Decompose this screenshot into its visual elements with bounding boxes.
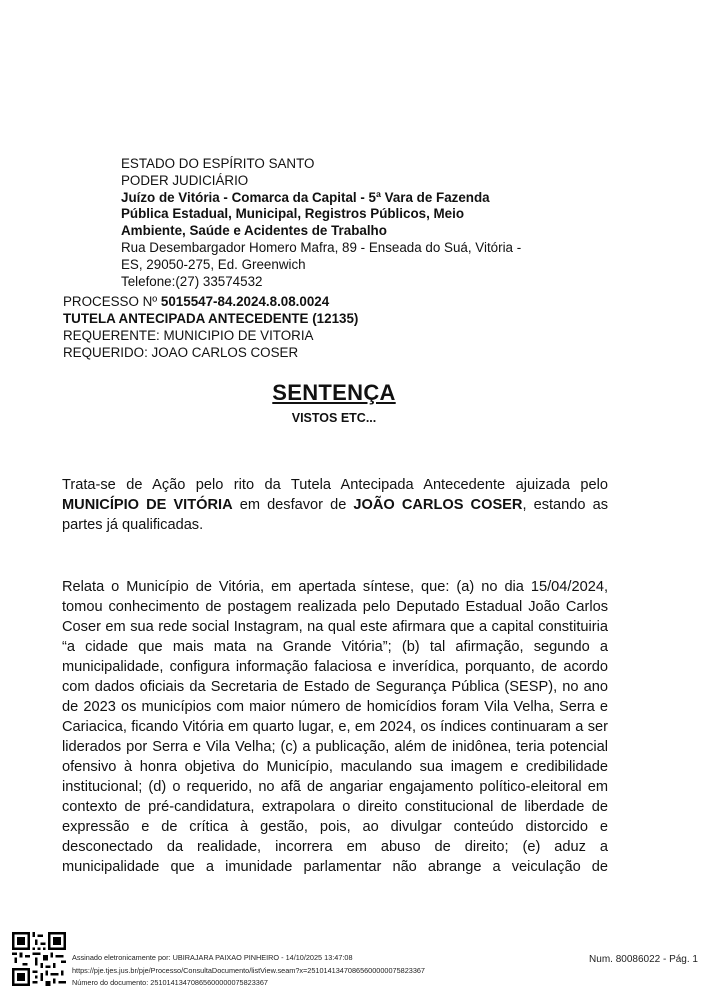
document-number: Número do documento: 25101413470865600000075823367 bbox=[72, 978, 268, 988]
text-line: tomou conhecimento de postagem realizada pelo Deputado Estadual João Carlos bbox=[62, 599, 608, 615]
process-class: TUTELA ANTECIPADA ANTECEDENTE (12135) bbox=[63, 311, 359, 326]
state-name: ESTADO DO ESPÍRITO SANTO bbox=[121, 156, 315, 171]
text-line: Trata-se de Ação pelo rito da Tutela Antecipada Antecedente ajuizada pelo bbox=[62, 477, 608, 493]
text-line bbox=[62, 495, 608, 515]
text-line: liderados por Serra e Vila Velha; (c) a publicação, além de inidônea, teria potencial bbox=[62, 739, 608, 755]
process-label: PROCESSO Nº bbox=[63, 294, 161, 309]
text-line: Cariacica, ficando Vitória em quarto lugar, e, em 2024, os índices continuaram a ser bbox=[62, 719, 608, 735]
court-name-line: Pública Estadual, Municipal, Registros Públicos, Meio bbox=[121, 206, 465, 222]
document-title: SENTENÇA bbox=[272, 380, 396, 405]
text-line: partes já qualificadas. bbox=[62, 517, 204, 533]
court-address-line: ES, 29050-275, Ed. Greenwich bbox=[121, 256, 306, 272]
text-line: Relata o Município de Vitória, em apertada síntese, que: (a) no dia 15/04/2024, bbox=[62, 579, 608, 595]
text-line: expressão e de crítica à gestão, pois, ao divulgar conteúdo distorcido e bbox=[62, 819, 608, 835]
text-line: municipalidade, configura informação falaciosa e inverídica, porquanto, de acordo bbox=[62, 659, 608, 675]
text-line: contexto de pré-candidatura, extrapolara o direito constitucional de liberdade de bbox=[62, 799, 608, 815]
page-number: Num. 80086022 - Pág. 1 bbox=[589, 954, 698, 965]
judiciary-name: PODER JUDICIÁRIO bbox=[121, 172, 249, 188]
court-phone: Telefone:(27) 33574532 bbox=[121, 273, 263, 289]
text-line: ofensivo à honra objetiva do Município, maculando sua imagem e credibilidade bbox=[62, 759, 608, 775]
court-name-line: Ambiente, Saúde e Acidentes de Trabalho bbox=[121, 223, 387, 239]
qr-code-icon bbox=[12, 932, 66, 986]
court-name-line: Juízo de Vitória - Comarca da Capital - 5ª Vara de Fazenda bbox=[121, 189, 490, 205]
plaintiff: REQUERENTE: MUNICIPIO DE VITORIA bbox=[63, 328, 314, 343]
party-plaintiff: MUNICÍPIO DE VITÓRIA bbox=[62, 497, 233, 513]
text-fragment: , estando as bbox=[522, 497, 609, 513]
document-subtitle: VISTOS ETC... bbox=[291, 411, 377, 425]
text-line: municipalidade que a imunidade parlamentar não abrange a veiculação de bbox=[62, 859, 608, 875]
text-fragment: em desfavor de bbox=[232, 497, 354, 513]
court-address-line: Rua Desembargador Homero Mafra, 89 - Enseada do Suá, Vitória - bbox=[121, 239, 522, 255]
defendant: REQUERIDO: JOAO CARLOS COSER bbox=[63, 345, 299, 360]
document-url[interactable]: https://pje.tjes.jus.br/pje/Processo/ConsultaDocumento/listView.seam?x=25101413470865600000075823367 bbox=[72, 965, 425, 975]
party-defendant: JOÃO CARLOS COSER bbox=[353, 497, 523, 513]
signature-info bbox=[72, 952, 425, 990]
text-line: institucional; (d) o requerido, no afã de angariar engajamento político-eleitoral em bbox=[62, 779, 608, 795]
text-line: desconectado da realidade, incorrera em abuso de direito; (e) aduz a bbox=[62, 839, 608, 855]
process-info bbox=[63, 293, 358, 361]
signed-by: Assinado eletronicamente por: UBIRAJARA PAIXAO PINHEIRO - 14/10/2025 13:47:08 bbox=[72, 953, 353, 962]
process-number-line bbox=[63, 293, 358, 310]
paragraph-report bbox=[62, 577, 608, 877]
text-line: “a cidade que mais mata na Grande Vitória”; (b) tal afirmação, segundo a bbox=[62, 639, 608, 655]
text-line: com dados oficiais da Secretaria de Estado de Segurança Pública (SESP), no ano bbox=[62, 679, 608, 695]
process-number: 5015547-84.2024.8.08.0024 bbox=[160, 294, 330, 309]
paragraph-intro bbox=[62, 475, 608, 535]
court-header bbox=[121, 156, 551, 290]
text-line: Coser em sua rede social Instagram, na qual este afirmara que a capital constituiria bbox=[62, 619, 608, 635]
text-line: de 2023 os municípios com maior número de homicídios foram Vila Velha, Serra e bbox=[62, 699, 608, 715]
signature-footer bbox=[0, 926, 706, 1000]
